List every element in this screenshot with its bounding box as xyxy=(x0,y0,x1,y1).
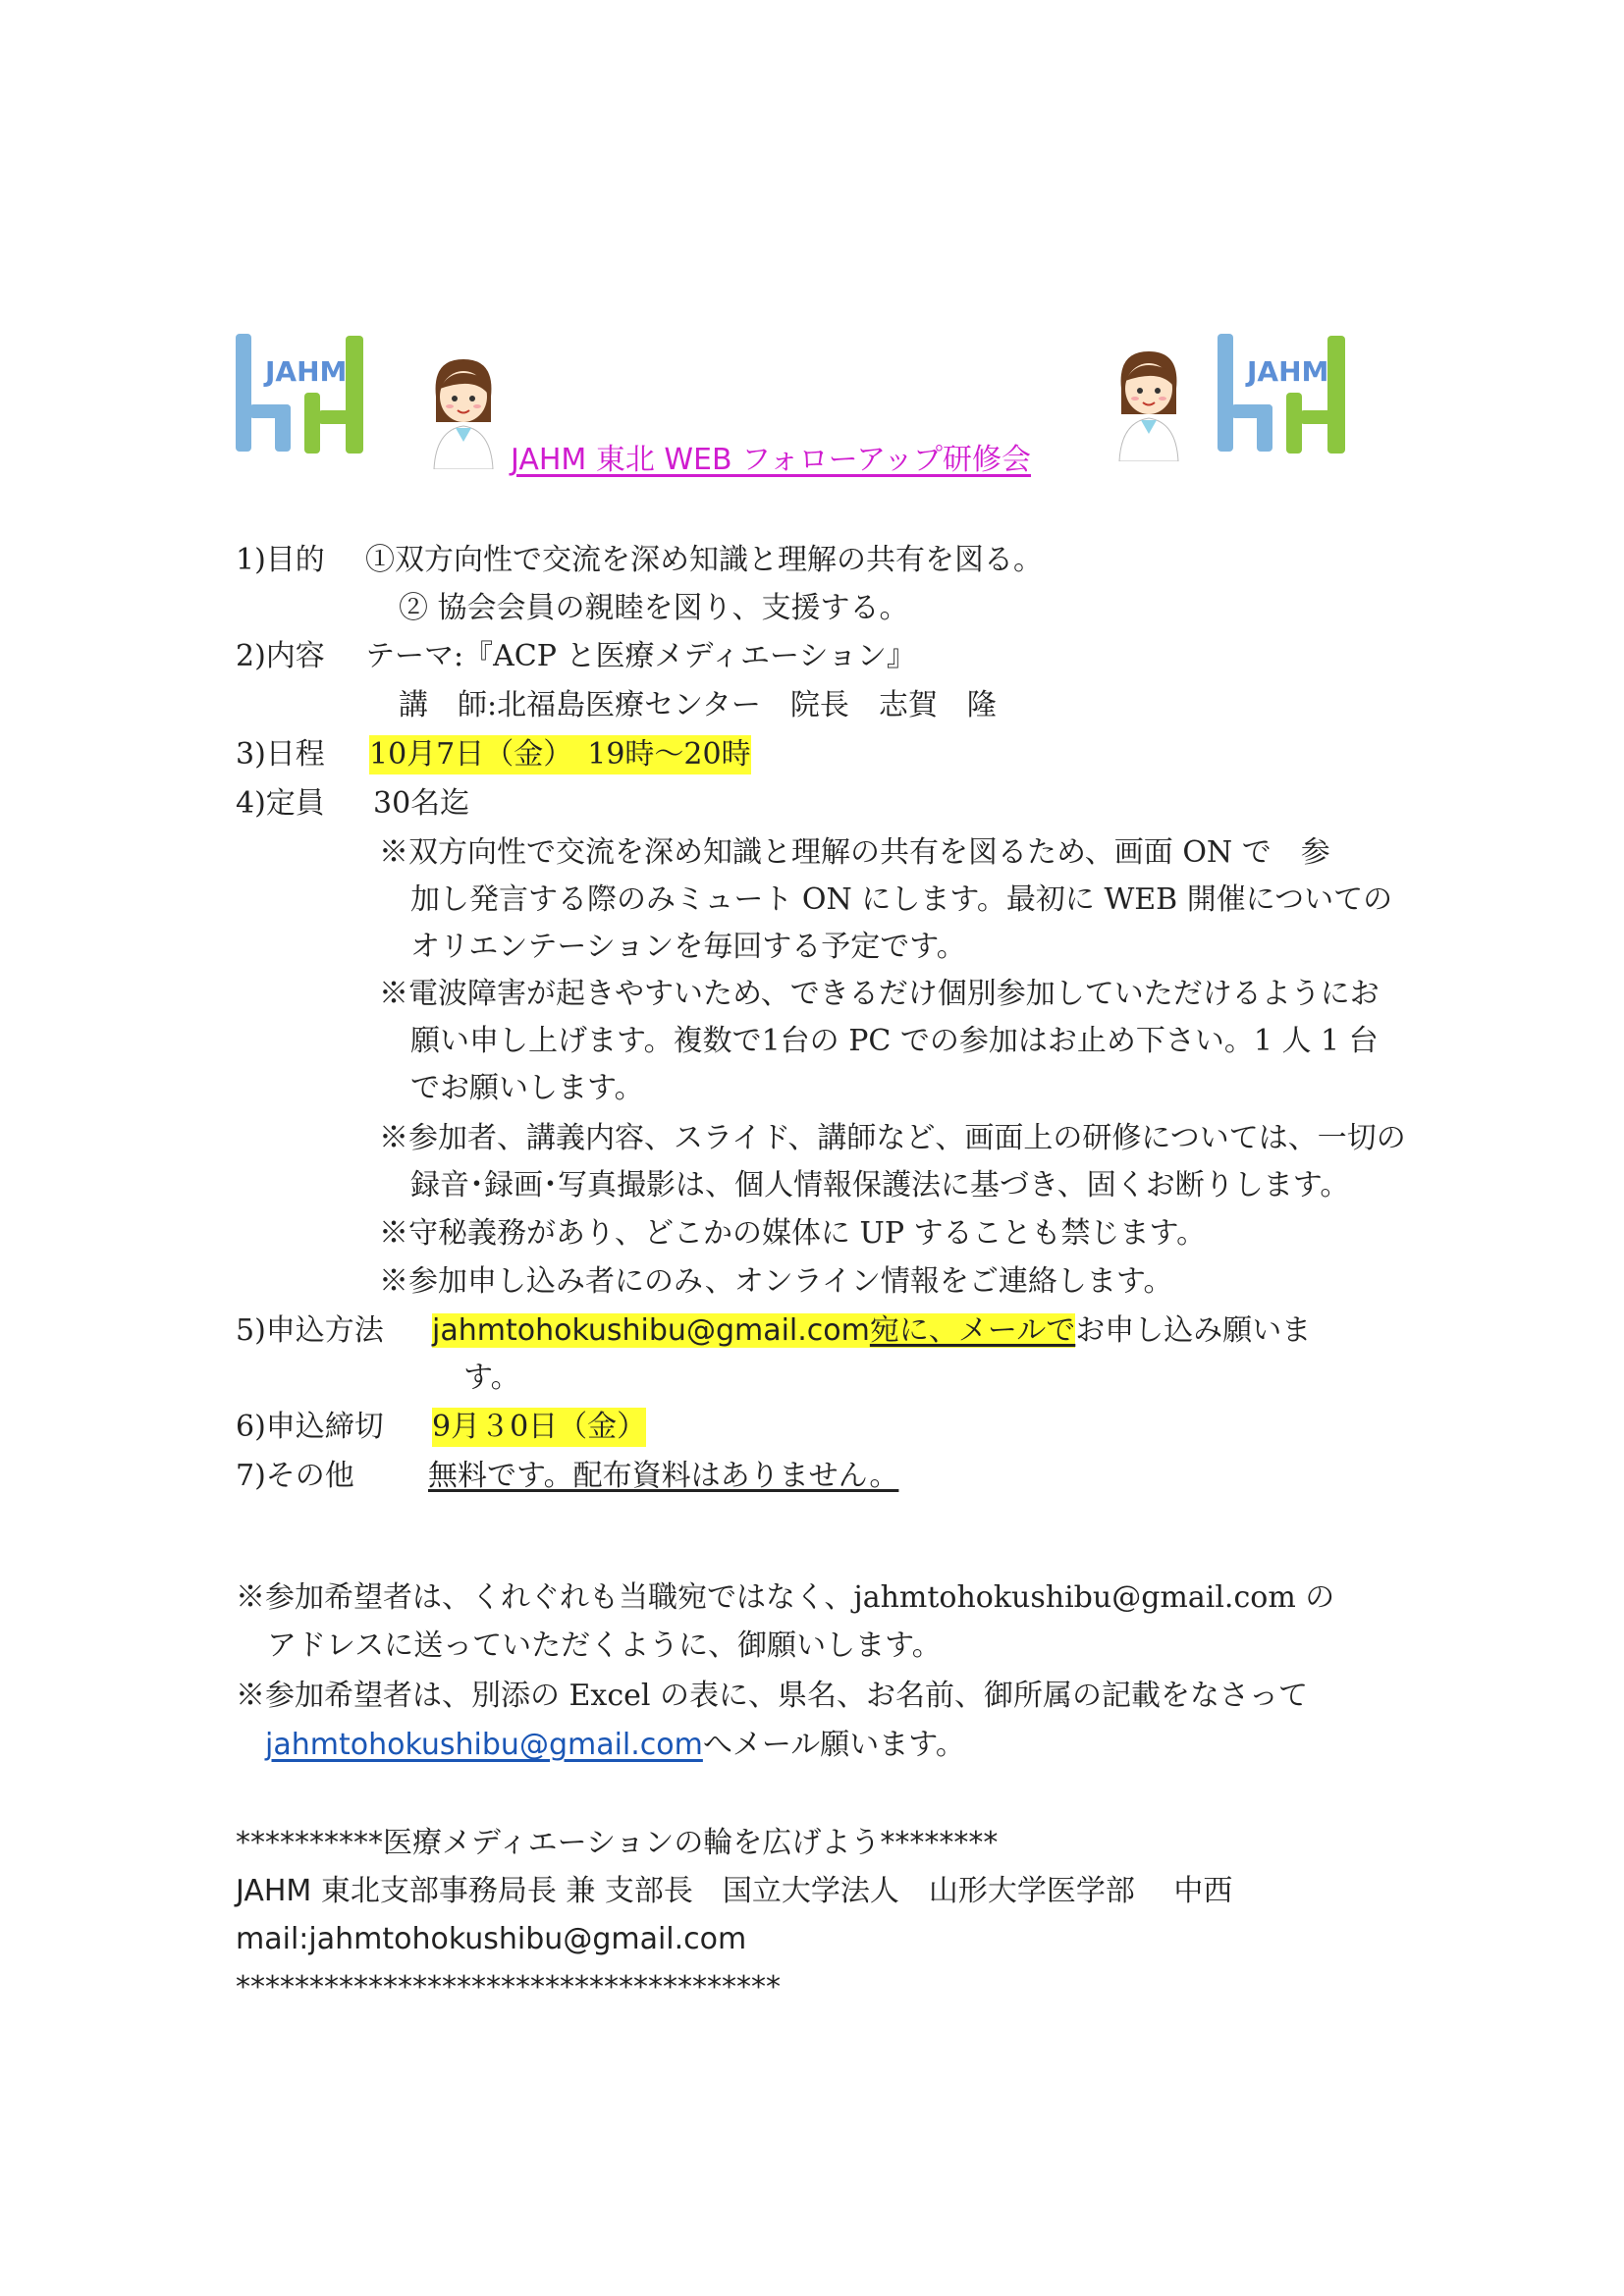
note-line: オリエンテーションを毎回する予定です。 xyxy=(410,930,966,964)
content-lecturer: 講 師:北福島医療センター 院長 志賀 隆 xyxy=(399,688,997,722)
application-email: jahmtohokushibu@gmail.com xyxy=(432,1313,870,1348)
application-via-mail: 宛に、メールで xyxy=(869,1313,1076,1348)
purpose-line-1: ①双方向性で交流を深め知識と理解の共有を図る。 xyxy=(365,543,1043,577)
jahm-logo-right xyxy=(1218,332,1355,459)
item-label-deadline: 6)申込締切 xyxy=(236,1410,384,1444)
item-label-purpose: 1)目的 xyxy=(236,543,325,577)
item-label-schedule: 3)日程 xyxy=(236,737,325,772)
item-label-capacity: 4)定員 xyxy=(236,786,325,821)
application-rest: お申し込み願いま xyxy=(1075,1313,1312,1348)
note-line: ※電波障害が起きやすいため、できるだけ個別参加していただけるようにお xyxy=(379,977,1380,1011)
email-link[interactable]: jahmtohokushibu@gmail.com xyxy=(265,1728,703,1762)
signature-mail: mail:jahmtohokushibu@gmail.com xyxy=(236,1922,747,1956)
signature-name: JAHM 東北支部事務局長 兼 支部長 国立大学法人 山形大学医学部 中西 xyxy=(236,1874,1233,1908)
purpose-line-2: ② 協会会員の親睦を図り、支援する。 xyxy=(399,591,909,625)
note-line: ※参加者、講義内容、スライド、講師など、画面上の研修については、一切の xyxy=(379,1121,1406,1155)
nurse-illustration-right xyxy=(1108,346,1190,461)
application-line xyxy=(432,1311,1311,1351)
item-label-other: 7)その他 xyxy=(236,1459,354,1493)
signature-banner: **********医療メディエーションの輪を広げよう******** xyxy=(236,1826,999,1860)
note-line: でお願いします。 xyxy=(410,1071,644,1105)
note-line: ※双方向性で交流を深め知識と理解の共有を図るため、画面 ON で 参 xyxy=(379,835,1330,870)
content-theme: テーマ:『ACP と医療メディエーション』 xyxy=(365,639,916,673)
note-line: 録音･録画･写真撮影は、個人情報保護法に基づき、固くお断りします。 xyxy=(410,1168,1350,1202)
jahm-logo-text: JAHM xyxy=(265,355,348,388)
item-label-content: 2)内容 xyxy=(236,639,325,673)
footnote-link-line xyxy=(265,1726,965,1765)
note-line: ※参加申し込み者にのみ、オンライン情報をご連絡します。 xyxy=(379,1264,1173,1299)
application-cont: す。 xyxy=(463,1361,520,1395)
note-line: ※守秘義務があり、どこかの媒体に UP することも禁じます。 xyxy=(379,1216,1207,1251)
footnote-link-after: へメール願います。 xyxy=(702,1728,965,1762)
signature-closing: ************************************* xyxy=(236,1970,781,2004)
other-value: 無料です。配布資料はありません。 xyxy=(428,1459,899,1493)
schedule-value: 10月7日（金） 19時～20時 xyxy=(369,735,751,774)
note-line: 加し発言する際のみミュート ON にします。最初に WEB 開催についての xyxy=(410,882,1393,917)
jahm-logo-left xyxy=(236,332,373,459)
footnote-line: アドレスに送っていただくように、御願いします。 xyxy=(267,1629,942,1663)
capacity-value: 30名迄 xyxy=(373,786,470,821)
jahm-logo-text: JAHM xyxy=(1247,355,1329,388)
note-line: 願い申し上げます。複数で1台の PC での参加はお止め下さい。1 人 1 台 xyxy=(410,1024,1379,1058)
footnote-line: ※参加希望者は、別添の Excel の表に、県名、お名前、御所属の記載をなさって xyxy=(236,1679,1309,1713)
item-label-application: 5)申込方法 xyxy=(236,1313,384,1348)
page-title: JAHM 東北 WEB フォローアップ研修会 xyxy=(511,443,1031,477)
nurse-illustration-left xyxy=(422,353,505,469)
deadline-value: 9月３0日（金） xyxy=(432,1408,646,1447)
footnote-line: ※参加希望者は、くれぐれも当職宛ではなく、jahmtohokushibu@gmail.com の xyxy=(236,1580,1335,1615)
